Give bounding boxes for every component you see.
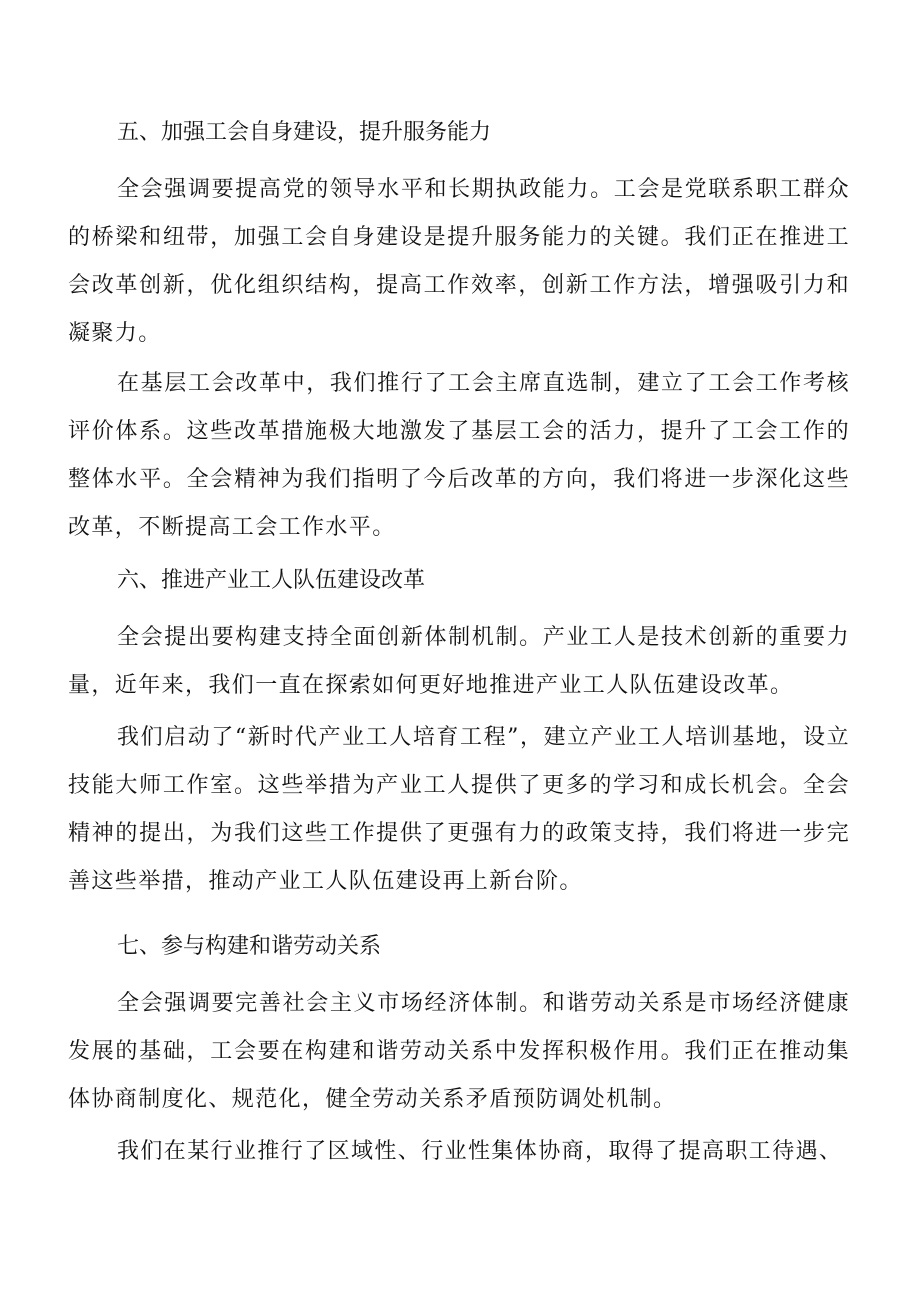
paragraph: 全会强调要提高党的领导水平和长期执政能力。工会是党联系职工群众的桥梁和纽带，加强工会自身建设是提升服务能力的关键。我们正在推进工会改革创新，优化组织结构，提高工作效率，创新工作方法，增强吸引力和凝聚力。 [68, 177, 850, 346]
section-heading: 七、参与构建和谐劳动关系 [117, 934, 382, 959]
paragraph: 在基层工会改革中，我们推行了工会主席直选制，建立了工会工作考核评价体系。这些改革措施极大地激发了基层工会的活力，提升了工会工作的整体水平。全会精神为我们指明了今后改革的方向，我们将进一步深化这些改革，不断提高工会工作水平。 [68, 371, 850, 540]
paragraph: 我们启动了“新时代产业工人培育工程”，建立产业工人培训基地，设立技能大师工作室。这些举措为产业工人提供了更多的学习和成长机会。全会精神的提出，为我们这些工作提供了更强有力的政策支持，我们将进一步完善这些举措，推动产业工人队伍建设再上新台阶。 [68, 725, 850, 894]
paragraph: 我们在某行业推行了区域性、行业性集体协商，取得了提高职工待遇、 [117, 1139, 843, 1164]
section-heading: 五、加强工会自身建设，提升服务能力 [117, 120, 492, 145]
section-heading: 六、推进产业工人队伍建设改革 [117, 568, 426, 593]
paragraph: 全会提出要构建支持全面创新体制机制。产业工人是技术创新的重要力量，近年来，我们一直在探索如何更好地推进产业工人队伍建设改革。 [68, 625, 850, 698]
paragraph: 全会强调要完善社会主义市场经济体制。和谐劳动关系是市场经济健康发展的基础，工会要在构建和谐劳动关系中发挥积极作用。我们正在推动集体协商制度化、规范化，健全劳动关系矛盾预防调处机制。 [68, 991, 850, 1112]
